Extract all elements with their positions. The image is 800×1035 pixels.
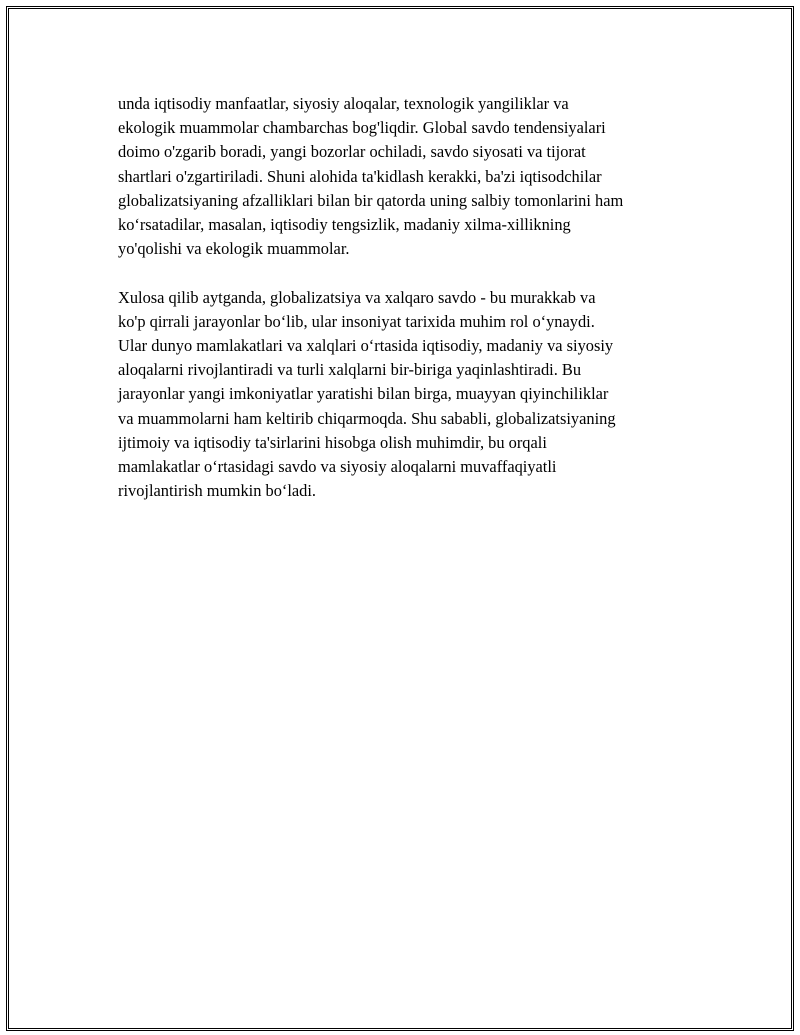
text-line: Ular dunyo mamlakatlari va xalqlari oʻrtasida iqtisodiy, madaniy va siyosiy [118,336,614,356]
text-line: Xulosa qilib aytganda, globalizatsiya va xalqaro savdo - bu murakkab va [118,287,596,307]
text-line: globalizatsiyaning afzalliklari bilan bir qatorda uning salbiy tomonlarini ham [118,190,624,210]
text-line: jarayonlar yangi imkoniyatlar yaratishi bilan birga, muayyan qiyinchiliklar [118,384,609,404]
text-line: va muammolarni ham keltirib chiqarmoqda. Shu sababli, globalizatsiyaning [118,408,616,428]
text-line: unda iqtisodiy manfaatlar, siyosiy aloqalar, texnologik yangiliklar va [118,94,569,113]
text-line: doimo o'zgarib boradi, yangi bozorlar ochiladi, savdo siyosati va tijorat [118,142,586,162]
text-line: koʻrsatadilar, masalan, iqtisodiy tengsizlik, madaniy xilma-xillikning [118,215,571,235]
paragraph-1 [118,92,690,261]
text-line: shartlari o'zgartiriladi. Shuni alohida ta'kidlash kerakki, ba'zi iqtisodchilar [118,166,602,186]
text-line: ko'p qirrali jarayonlar boʻlib, ular insoniyat tarixida muhim rol oʻynaydi. [118,311,595,331]
document-body [118,92,690,503]
text-line: rivojlantirish mumkin boʻladi. [118,481,317,501]
text-line: ijtimoiy va iqtisodiy ta'sirlarini hisobga olish muhimdir, bu orqali [118,432,547,452]
text-line: ekologik muammolar chambarchas bog'liqdir. Global savdo tendensiyalari [118,118,606,138]
paragraph-spacer [118,261,690,285]
text-line: aloqalarni rivojlantiradi va turli xalqlarni bir-biriga yaqinlashtiradi. Bu [118,360,582,380]
text-line: mamlakatlar oʻrtasidagi savdo va siyosiy aloqalarni muvaffaqiyatli [118,457,557,477]
text-line: yo'qolishi va ekologik muammolar. [118,239,350,259]
paragraph-2 [118,286,690,504]
